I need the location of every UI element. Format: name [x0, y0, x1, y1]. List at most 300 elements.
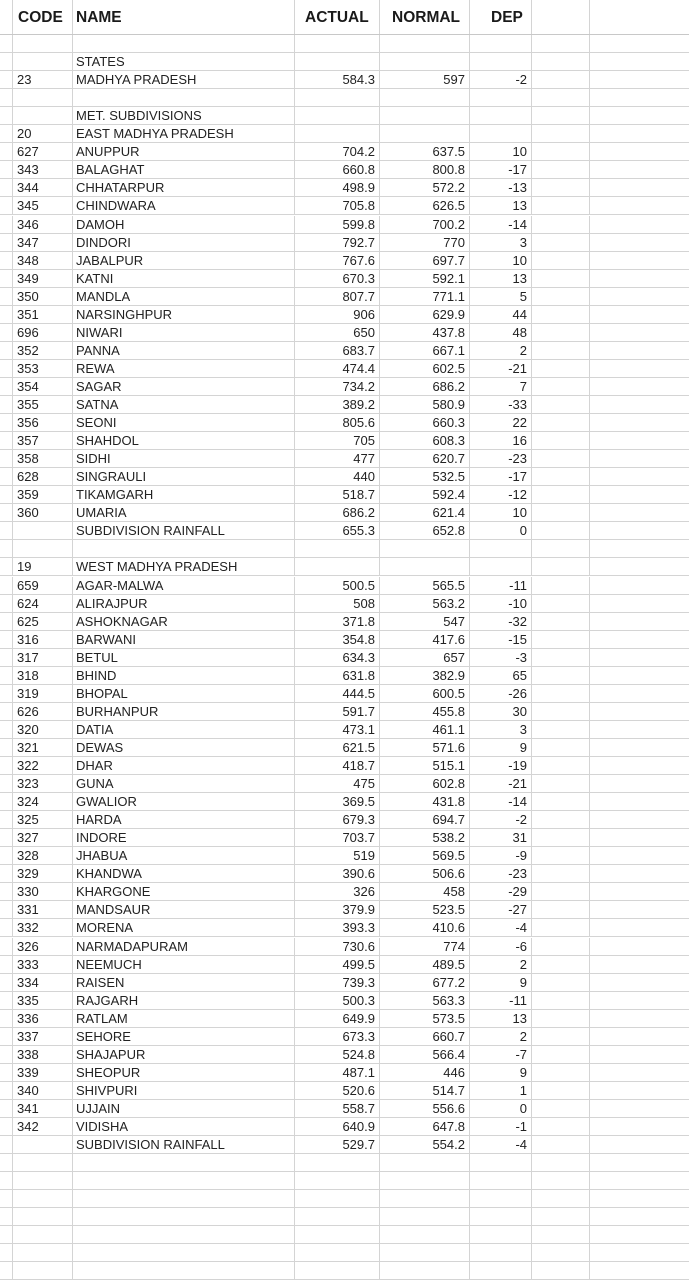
- name-cell[interactable]: AGAR-MALWA: [73, 577, 295, 594]
- actual-cell[interactable]: 734.2: [295, 378, 380, 395]
- dep-cell[interactable]: -2: [470, 71, 532, 88]
- row-gutter-cell[interactable]: [0, 1046, 13, 1063]
- normal-cell[interactable]: 597: [380, 71, 470, 88]
- empty-cell[interactable]: [590, 179, 689, 196]
- code-cell[interactable]: 23: [13, 71, 73, 88]
- empty-cell[interactable]: [590, 1172, 689, 1189]
- row-gutter-cell[interactable]: [0, 558, 13, 575]
- empty-cell[interactable]: [532, 847, 590, 864]
- row-gutter-cell[interactable]: [0, 107, 13, 124]
- actual-cell[interactable]: 508: [295, 595, 380, 612]
- dep-cell[interactable]: -11: [470, 577, 532, 594]
- dep-cell[interactable]: [470, 35, 532, 52]
- actual-cell[interactable]: 500.3: [295, 992, 380, 1009]
- normal-cell[interactable]: [380, 125, 470, 142]
- empty-cell[interactable]: [590, 558, 689, 575]
- dep-cell[interactable]: -33: [470, 396, 532, 413]
- empty-cell[interactable]: [590, 1082, 689, 1099]
- row-gutter-cell[interactable]: [0, 179, 13, 196]
- actual-cell[interactable]: 739.3: [295, 974, 380, 991]
- empty-cell[interactable]: [590, 775, 689, 792]
- empty-cell[interactable]: [532, 901, 590, 918]
- dep-cell[interactable]: -14: [470, 793, 532, 810]
- actual-cell[interactable]: [295, 35, 380, 52]
- dep-cell[interactable]: 10: [470, 504, 532, 521]
- row-gutter-cell[interactable]: [0, 793, 13, 810]
- row-gutter-cell[interactable]: [0, 216, 13, 233]
- normal-cell[interactable]: [380, 540, 470, 557]
- code-cell[interactable]: [13, 1226, 73, 1243]
- name-cell[interactable]: JABALPUR: [73, 252, 295, 269]
- row-gutter-cell[interactable]: [0, 811, 13, 828]
- name-cell[interactable]: BALAGHAT: [73, 161, 295, 178]
- code-cell[interactable]: [13, 53, 73, 70]
- dep-cell[interactable]: -17: [470, 468, 532, 485]
- code-cell[interactable]: 348: [13, 252, 73, 269]
- name-cell[interactable]: [73, 1190, 295, 1207]
- empty-cell[interactable]: [590, 721, 689, 738]
- empty-cell[interactable]: [590, 252, 689, 269]
- code-cell[interactable]: 344: [13, 179, 73, 196]
- empty-cell[interactable]: [590, 1118, 689, 1135]
- empty-cell[interactable]: [532, 504, 590, 521]
- name-cell[interactable]: ANUPPUR: [73, 143, 295, 160]
- empty-cell[interactable]: [532, 577, 590, 594]
- name-cell[interactable]: UJJAIN: [73, 1100, 295, 1117]
- actual-cell[interactable]: 474.4: [295, 360, 380, 377]
- empty-cell[interactable]: [532, 829, 590, 846]
- code-cell[interactable]: [13, 522, 73, 539]
- empty-cell[interactable]: [532, 1172, 590, 1189]
- empty-cell[interactable]: [532, 1244, 590, 1261]
- row-gutter-cell[interactable]: [0, 1082, 13, 1099]
- empty-cell[interactable]: [590, 89, 689, 106]
- normal-cell[interactable]: 677.2: [380, 974, 470, 991]
- header-name[interactable]: NAME: [73, 0, 295, 34]
- empty-cell[interactable]: [590, 811, 689, 828]
- empty-cell[interactable]: [532, 252, 590, 269]
- actual-cell[interactable]: 805.6: [295, 414, 380, 431]
- dep-cell[interactable]: -27: [470, 901, 532, 918]
- normal-cell[interactable]: 446: [380, 1064, 470, 1081]
- code-cell[interactable]: 354: [13, 378, 73, 395]
- code-cell[interactable]: 327: [13, 829, 73, 846]
- actual-cell[interactable]: 389.2: [295, 396, 380, 413]
- empty-cell[interactable]: [532, 125, 590, 142]
- empty-cell[interactable]: [532, 1064, 590, 1081]
- row-gutter-cell[interactable]: [0, 938, 13, 955]
- row-gutter-cell[interactable]: [0, 739, 13, 756]
- actual-cell[interactable]: [295, 1244, 380, 1261]
- empty-cell[interactable]: [532, 234, 590, 251]
- code-cell[interactable]: 659: [13, 577, 73, 594]
- dep-cell[interactable]: -2: [470, 811, 532, 828]
- empty-cell[interactable]: [590, 540, 689, 557]
- dep-cell[interactable]: -9: [470, 847, 532, 864]
- empty-cell[interactable]: [532, 685, 590, 702]
- normal-cell[interactable]: [380, 1226, 470, 1243]
- actual-cell[interactable]: 558.7: [295, 1100, 380, 1117]
- name-cell[interactable]: DEWAS: [73, 739, 295, 756]
- empty-cell[interactable]: [590, 0, 689, 34]
- empty-cell[interactable]: [590, 793, 689, 810]
- normal-cell[interactable]: 382.9: [380, 667, 470, 684]
- actual-cell[interactable]: 591.7: [295, 703, 380, 720]
- normal-cell[interactable]: [380, 1208, 470, 1225]
- normal-cell[interactable]: [380, 35, 470, 52]
- name-cell[interactable]: JHABUA: [73, 847, 295, 864]
- row-gutter-cell[interactable]: [0, 1064, 13, 1081]
- dep-cell[interactable]: 2: [470, 956, 532, 973]
- actual-cell[interactable]: 524.8: [295, 1046, 380, 1063]
- code-cell[interactable]: [13, 1262, 73, 1279]
- empty-cell[interactable]: [532, 216, 590, 233]
- dep-cell[interactable]: -3: [470, 649, 532, 666]
- actual-cell[interactable]: 369.5: [295, 793, 380, 810]
- normal-cell[interactable]: [380, 1172, 470, 1189]
- name-cell[interactable]: SUBDIVISION RAINFALL: [73, 1136, 295, 1153]
- code-cell[interactable]: 339: [13, 1064, 73, 1081]
- normal-cell[interactable]: 580.9: [380, 396, 470, 413]
- name-cell[interactable]: NARMADAPURAM: [73, 938, 295, 955]
- row-gutter-cell[interactable]: [0, 613, 13, 630]
- code-cell[interactable]: 624: [13, 595, 73, 612]
- dep-cell[interactable]: [470, 53, 532, 70]
- code-cell[interactable]: 343: [13, 161, 73, 178]
- name-cell[interactable]: BHIND: [73, 667, 295, 684]
- normal-cell[interactable]: 515.1: [380, 757, 470, 774]
- empty-cell[interactable]: [532, 1046, 590, 1063]
- row-gutter-cell[interactable]: [0, 288, 13, 305]
- normal-cell[interactable]: 455.8: [380, 703, 470, 720]
- row-gutter-cell[interactable]: [0, 468, 13, 485]
- empty-cell[interactable]: [590, 739, 689, 756]
- empty-cell[interactable]: [590, 270, 689, 287]
- row-gutter-cell[interactable]: [0, 1010, 13, 1027]
- actual-cell[interactable]: 705.8: [295, 197, 380, 214]
- normal-cell[interactable]: 592.1: [380, 270, 470, 287]
- row-gutter-cell[interactable]: [0, 161, 13, 178]
- empty-cell[interactable]: [532, 89, 590, 106]
- empty-cell[interactable]: [532, 107, 590, 124]
- actual-cell[interactable]: 519: [295, 847, 380, 864]
- empty-cell[interactable]: [590, 342, 689, 359]
- code-cell[interactable]: [13, 1172, 73, 1189]
- name-cell[interactable]: [73, 1172, 295, 1189]
- actual-cell[interactable]: 704.2: [295, 143, 380, 160]
- empty-cell[interactable]: [532, 540, 590, 557]
- empty-cell[interactable]: [532, 1010, 590, 1027]
- name-cell[interactable]: CHHATARPUR: [73, 179, 295, 196]
- empty-cell[interactable]: [532, 1262, 590, 1279]
- name-cell[interactable]: KATNI: [73, 270, 295, 287]
- empty-cell[interactable]: [590, 1046, 689, 1063]
- code-cell[interactable]: 626: [13, 703, 73, 720]
- dep-cell[interactable]: 3: [470, 234, 532, 251]
- empty-cell[interactable]: [532, 396, 590, 413]
- name-cell[interactable]: NIWARI: [73, 324, 295, 341]
- dep-cell[interactable]: [470, 89, 532, 106]
- dep-cell[interactable]: -6: [470, 938, 532, 955]
- name-cell[interactable]: [73, 540, 295, 557]
- code-cell[interactable]: 351: [13, 306, 73, 323]
- empty-cell[interactable]: [532, 938, 590, 955]
- empty-cell[interactable]: [590, 35, 689, 52]
- name-cell[interactable]: SIDHI: [73, 450, 295, 467]
- code-cell[interactable]: 333: [13, 956, 73, 973]
- code-cell[interactable]: 350: [13, 288, 73, 305]
- normal-cell[interactable]: 572.2: [380, 179, 470, 196]
- row-gutter-cell[interactable]: [0, 1244, 13, 1261]
- empty-cell[interactable]: [532, 143, 590, 160]
- name-cell[interactable]: HARDA: [73, 811, 295, 828]
- normal-cell[interactable]: 800.8: [380, 161, 470, 178]
- dep-cell[interactable]: [470, 1226, 532, 1243]
- dep-cell[interactable]: [470, 1208, 532, 1225]
- actual-cell[interactable]: [295, 1172, 380, 1189]
- name-cell[interactable]: SATNA: [73, 396, 295, 413]
- name-cell[interactable]: RATLAM: [73, 1010, 295, 1027]
- name-cell[interactable]: KHARGONE: [73, 883, 295, 900]
- empty-cell[interactable]: [590, 1100, 689, 1117]
- row-gutter-cell[interactable]: [0, 143, 13, 160]
- empty-cell[interactable]: [532, 775, 590, 792]
- normal-cell[interactable]: 554.2: [380, 1136, 470, 1153]
- dep-cell[interactable]: [470, 1154, 532, 1171]
- actual-cell[interactable]: 518.7: [295, 486, 380, 503]
- code-cell[interactable]: 625: [13, 613, 73, 630]
- row-gutter-cell[interactable]: [0, 125, 13, 142]
- code-cell[interactable]: 360: [13, 504, 73, 521]
- dep-cell[interactable]: -7: [470, 1046, 532, 1063]
- dep-cell[interactable]: 31: [470, 829, 532, 846]
- empty-cell[interactable]: [590, 631, 689, 648]
- code-cell[interactable]: 359: [13, 486, 73, 503]
- empty-cell[interactable]: [590, 378, 689, 395]
- name-cell[interactable]: ASHOKNAGAR: [73, 613, 295, 630]
- actual-cell[interactable]: 649.9: [295, 1010, 380, 1027]
- row-gutter-cell[interactable]: [0, 883, 13, 900]
- dep-cell[interactable]: 5: [470, 288, 532, 305]
- row-gutter-cell[interactable]: [0, 504, 13, 521]
- empty-cell[interactable]: [532, 793, 590, 810]
- empty-cell[interactable]: [532, 288, 590, 305]
- code-cell[interactable]: 696: [13, 324, 73, 341]
- name-cell[interactable]: DAMOH: [73, 216, 295, 233]
- empty-cell[interactable]: [532, 956, 590, 973]
- name-cell[interactable]: [73, 1244, 295, 1261]
- normal-cell[interactable]: 431.8: [380, 793, 470, 810]
- code-cell[interactable]: 331: [13, 901, 73, 918]
- row-gutter-cell[interactable]: [0, 631, 13, 648]
- normal-cell[interactable]: 697.7: [380, 252, 470, 269]
- empty-cell[interactable]: [590, 216, 689, 233]
- row-gutter-cell[interactable]: [0, 89, 13, 106]
- code-cell[interactable]: 341: [13, 1100, 73, 1117]
- code-cell[interactable]: 323: [13, 775, 73, 792]
- name-cell[interactable]: NEEMUCH: [73, 956, 295, 973]
- empty-cell[interactable]: [532, 757, 590, 774]
- actual-cell[interactable]: 640.9: [295, 1118, 380, 1135]
- row-gutter-cell[interactable]: [0, 829, 13, 846]
- empty-cell[interactable]: [590, 992, 689, 1009]
- empty-cell[interactable]: [590, 667, 689, 684]
- empty-cell[interactable]: [590, 901, 689, 918]
- actual-cell[interactable]: [295, 53, 380, 70]
- dep-cell[interactable]: [470, 1244, 532, 1261]
- name-cell[interactable]: VIDISHA: [73, 1118, 295, 1135]
- code-cell[interactable]: 332: [13, 919, 73, 936]
- empty-cell[interactable]: [590, 883, 689, 900]
- dep-cell[interactable]: [470, 558, 532, 575]
- actual-cell[interactable]: [295, 107, 380, 124]
- empty-cell[interactable]: [590, 1064, 689, 1081]
- empty-cell[interactable]: [590, 703, 689, 720]
- row-gutter-cell[interactable]: [0, 865, 13, 882]
- row-gutter-cell[interactable]: [0, 396, 13, 413]
- empty-cell[interactable]: [590, 288, 689, 305]
- normal-cell[interactable]: 563.3: [380, 992, 470, 1009]
- header-dep[interactable]: DEP: [470, 0, 532, 34]
- row-gutter-cell[interactable]: [0, 197, 13, 214]
- dep-cell[interactable]: 9: [470, 1064, 532, 1081]
- dep-cell[interactable]: [470, 107, 532, 124]
- empty-cell[interactable]: [590, 829, 689, 846]
- name-cell[interactable]: SINGRAULI: [73, 468, 295, 485]
- empty-cell[interactable]: [590, 504, 689, 521]
- code-cell[interactable]: [13, 107, 73, 124]
- code-cell[interactable]: 326: [13, 938, 73, 955]
- normal-cell[interactable]: 458: [380, 883, 470, 900]
- empty-cell[interactable]: [590, 197, 689, 214]
- actual-cell[interactable]: 703.7: [295, 829, 380, 846]
- actual-cell[interactable]: 705: [295, 432, 380, 449]
- name-cell[interactable]: PANNA: [73, 342, 295, 359]
- code-cell[interactable]: [13, 540, 73, 557]
- empty-cell[interactable]: [532, 595, 590, 612]
- empty-cell[interactable]: [590, 53, 689, 70]
- row-gutter-cell[interactable]: [0, 486, 13, 503]
- empty-cell[interactable]: [590, 360, 689, 377]
- code-cell[interactable]: 337: [13, 1028, 73, 1045]
- actual-cell[interactable]: 631.8: [295, 667, 380, 684]
- name-cell[interactable]: DATIA: [73, 721, 295, 738]
- code-cell[interactable]: 324: [13, 793, 73, 810]
- code-cell[interactable]: 342: [13, 1118, 73, 1135]
- empty-cell[interactable]: [590, 324, 689, 341]
- empty-cell[interactable]: [590, 685, 689, 702]
- normal-cell[interactable]: [380, 1190, 470, 1207]
- header-normal[interactable]: NORMAL: [380, 0, 470, 34]
- empty-cell[interactable]: [590, 1010, 689, 1027]
- normal-cell[interactable]: 694.7: [380, 811, 470, 828]
- row-gutter-cell[interactable]: [0, 522, 13, 539]
- empty-cell[interactable]: [590, 1244, 689, 1261]
- empty-cell[interactable]: [532, 360, 590, 377]
- dep-cell[interactable]: 44: [470, 306, 532, 323]
- name-cell[interactable]: [73, 1226, 295, 1243]
- row-gutter-cell[interactable]: [0, 324, 13, 341]
- actual-cell[interactable]: [295, 1226, 380, 1243]
- code-cell[interactable]: [13, 1136, 73, 1153]
- row-gutter-cell[interactable]: [0, 414, 13, 431]
- normal-cell[interactable]: [380, 1262, 470, 1279]
- empty-cell[interactable]: [532, 414, 590, 431]
- dep-cell[interactable]: 7: [470, 378, 532, 395]
- name-cell[interactable]: [73, 1262, 295, 1279]
- row-gutter-cell[interactable]: [0, 342, 13, 359]
- actual-cell[interactable]: 650: [295, 324, 380, 341]
- row-gutter-cell[interactable]: [0, 1262, 13, 1279]
- empty-cell[interactable]: [590, 414, 689, 431]
- code-cell[interactable]: 335: [13, 992, 73, 1009]
- name-cell[interactable]: [73, 1208, 295, 1225]
- empty-cell[interactable]: [590, 125, 689, 142]
- name-cell[interactable]: BETUL: [73, 649, 295, 666]
- actual-cell[interactable]: 906: [295, 306, 380, 323]
- normal-cell[interactable]: 417.6: [380, 631, 470, 648]
- empty-cell[interactable]: [590, 956, 689, 973]
- normal-cell[interactable]: 410.6: [380, 919, 470, 936]
- empty-cell[interactable]: [590, 432, 689, 449]
- dep-cell[interactable]: [470, 1262, 532, 1279]
- name-cell[interactable]: DINDORI: [73, 234, 295, 251]
- dep-cell[interactable]: 22: [470, 414, 532, 431]
- code-cell[interactable]: 20: [13, 125, 73, 142]
- dep-cell[interactable]: -23: [470, 865, 532, 882]
- row-gutter-cell[interactable]: [0, 450, 13, 467]
- name-cell[interactable]: [73, 1154, 295, 1171]
- code-cell[interactable]: 322: [13, 757, 73, 774]
- actual-cell[interactable]: 634.3: [295, 649, 380, 666]
- empty-cell[interactable]: [532, 270, 590, 287]
- actual-cell[interactable]: 670.3: [295, 270, 380, 287]
- empty-cell[interactable]: [532, 649, 590, 666]
- normal-cell[interactable]: 660.7: [380, 1028, 470, 1045]
- normal-cell[interactable]: [380, 107, 470, 124]
- dep-cell[interactable]: 65: [470, 667, 532, 684]
- code-cell[interactable]: [13, 1190, 73, 1207]
- empty-cell[interactable]: [532, 161, 590, 178]
- name-cell[interactable]: SHAHDOL: [73, 432, 295, 449]
- actual-cell[interactable]: [295, 540, 380, 557]
- normal-cell[interactable]: 565.5: [380, 577, 470, 594]
- dep-cell[interactable]: 13: [470, 197, 532, 214]
- dep-cell[interactable]: 10: [470, 252, 532, 269]
- empty-cell[interactable]: [532, 919, 590, 936]
- name-cell[interactable]: MORENA: [73, 919, 295, 936]
- empty-cell[interactable]: [590, 1028, 689, 1045]
- empty-cell[interactable]: [532, 1190, 590, 1207]
- dep-cell[interactable]: -26: [470, 685, 532, 702]
- dep-cell[interactable]: 0: [470, 1100, 532, 1117]
- normal-cell[interactable]: 608.3: [380, 432, 470, 449]
- empty-cell[interactable]: [590, 107, 689, 124]
- normal-cell[interactable]: 461.1: [380, 721, 470, 738]
- code-cell[interactable]: [13, 35, 73, 52]
- row-gutter-cell[interactable]: [0, 1226, 13, 1243]
- name-cell[interactable]: BHOPAL: [73, 685, 295, 702]
- code-cell[interactable]: 353: [13, 360, 73, 377]
- normal-cell[interactable]: 647.8: [380, 1118, 470, 1135]
- dep-cell[interactable]: -4: [470, 1136, 532, 1153]
- dep-cell[interactable]: 9: [470, 974, 532, 991]
- actual-cell[interactable]: 686.2: [295, 504, 380, 521]
- code-cell[interactable]: [13, 1244, 73, 1261]
- empty-cell[interactable]: [590, 595, 689, 612]
- actual-cell[interactable]: 660.8: [295, 161, 380, 178]
- code-cell[interactable]: 330: [13, 883, 73, 900]
